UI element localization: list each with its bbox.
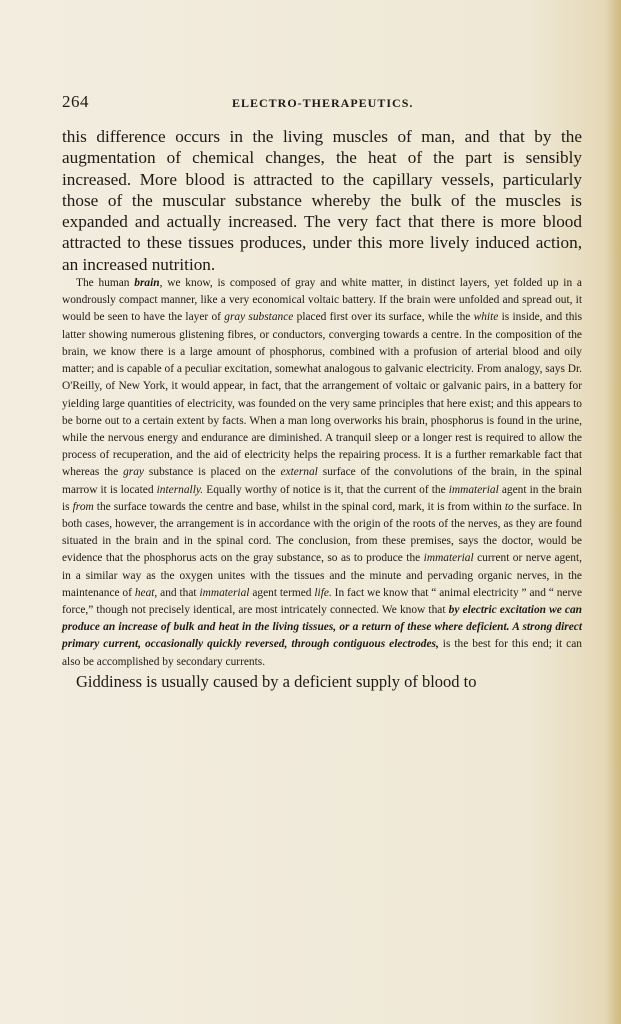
- page-number: 264: [62, 92, 89, 111]
- text-span: the surface. In both cases, however, the arrangement is in accordance with the origin of the roots of the nerves, as they are found situated in the brain and in the spinal cord. The conclusion, from these premises, says the doctor, would be evidence that the phosphorus acts on the gray substance, so as to produce the: [62, 500, 582, 565]
- text-span: The human: [76, 277, 135, 290]
- page-edge: [607, 0, 621, 1024]
- emphasis-treatment-sentence: by electric excitation we can produce an increase of bulk and heat in the living tissues, or a return of these where deficient. A strong direct primary current, occasionally quickly reversed, through contiguous electrodes,: [62, 603, 582, 651]
- emphasis-brain: brain: [134, 277, 160, 290]
- emphasis-immaterial: immaterial: [448, 483, 499, 496]
- text-span: the surface towards the centre and base, whilst in the spinal cord, mark, it is from within: [93, 500, 505, 513]
- text-span: Equally worthy of notice is it, that the current of the: [203, 483, 449, 496]
- text-span: substance is placed on the: [144, 466, 281, 479]
- emphasis-from: from: [72, 500, 94, 513]
- running-head: ELECTRO-THERAPEUTICS.: [232, 96, 414, 110]
- text-span: is the best for this end; it can also be accomplished by secondary currents.: [62, 638, 582, 668]
- emphasis-immaterial: immaterial: [199, 586, 250, 599]
- text-span: agent in the brain is: [62, 483, 582, 513]
- emphasis-life: life.: [314, 586, 332, 599]
- paragraph-giddiness: Giddiness is usually caused by a deficient supply of blood to: [76, 671, 477, 691]
- text-span: , we know, is composed of gray and white matter, in distinct layers, yet folded up in a wondrously compact manner, like a very economical voltaic battery. If the brain were unfolded and spread out, it would be seen to have the layer of: [62, 277, 582, 324]
- emphasis-external: external: [280, 466, 318, 479]
- text-span: In fact we know that “ animal electricity ” and “ nerve force,” though not precisely identical, are most intricately connected. We know that: [62, 586, 583, 616]
- emphasis-white: white: [473, 311, 499, 324]
- text-span: agent termed: [249, 586, 315, 599]
- page-header: [62, 92, 582, 112]
- text-span: current or nerve agent, in a similar way as the oxygen unites with the tissues and the minute and pervading organic nerves, in the maintenance of: [62, 552, 582, 599]
- text-span: placed first over its surface, while the: [293, 311, 474, 324]
- emphasis-gray: gray: [123, 466, 144, 479]
- paragraph-brain: [62, 275, 582, 671]
- body-text: [62, 126, 582, 693]
- emphasis-gray-substance: gray substance: [224, 311, 294, 324]
- emphasis-internally: internally.: [156, 483, 204, 496]
- paragraph-muscles: this difference occurs in the living muscles of man, and that by the augmentation of chemical changes, the heat of the part is sensibly increased. More blood is attracted to the capillary vessels, particularly those of the muscular substance whereby the bulk of the muscles is expanded and actually increased. The very fact that there is more blood attracted to these tissues produces, under this more lively induced action, an increased nutrition.: [62, 127, 582, 274]
- text-span: surface of the convolutions of the brain, in the spinal marrow it is located: [62, 466, 582, 496]
- text-span: is inside, and this latter showing numerous glistening fibres, or conductors, converging towards a centre. In the composition of the brain, we know there is a large amount of phosphorus, combined with a profusion of arterial blood and oily matter; and is capable of a peculiar excitation, somewhat analogous to galvanic electricity. From analogy, says Dr. O'Reilly, of New York, it would appear, in fact, that the arrangement of voltaic or galvanic pairs, in a battery for yielding large quantities of electricity, was founded on the very same principles that here exist; and this appears to be borne out to a certain extent by facts. When a man long overworks his brain, phosphorus is found in the urine, while the nervous energy and endurance are diminished. A tranquil sleep or a longer rest is required to allow the process of recuperation, and the aid of electricity helps the repairing process. It is a further remarkable fact that whereas the: [62, 311, 582, 479]
- emphasis-immaterial: immaterial: [423, 552, 474, 565]
- text-span: and that: [157, 586, 200, 599]
- emphasis-to: to: [504, 500, 514, 513]
- emphasis-heat: heat,: [134, 586, 158, 599]
